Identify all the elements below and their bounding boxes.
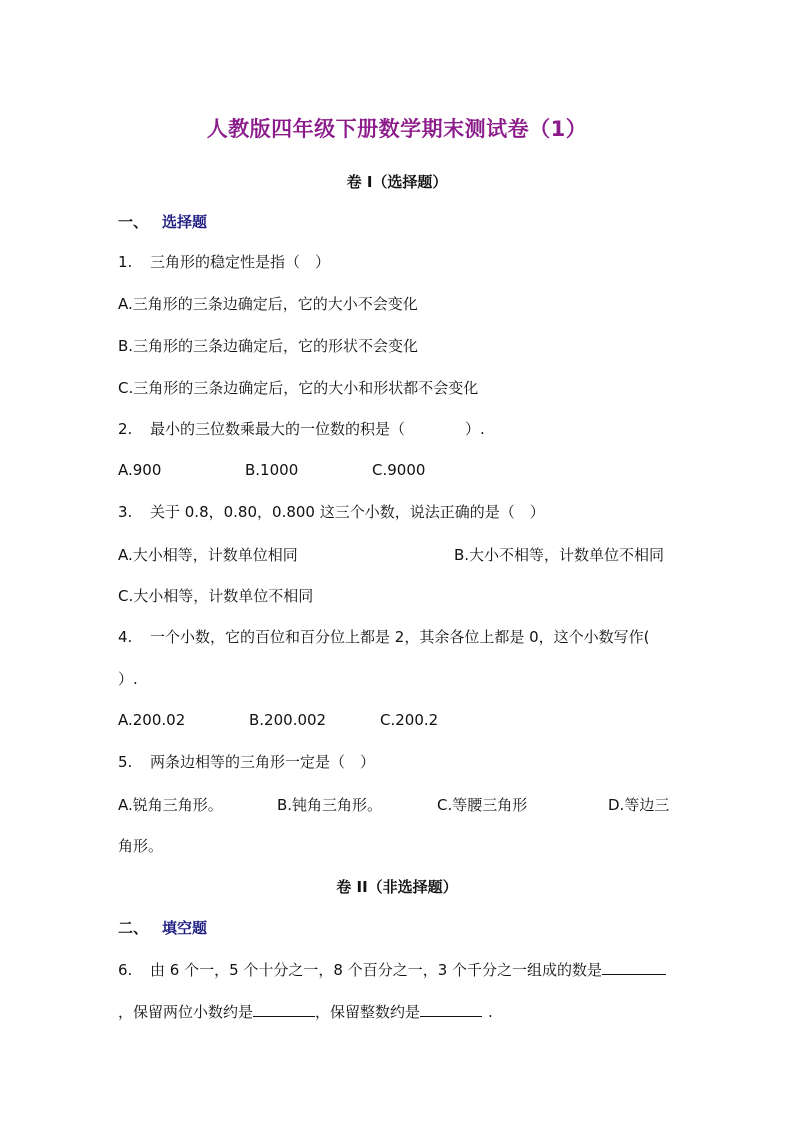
volume-1-heading: 卷 I（选择题） <box>346 173 448 191</box>
section-1-name: 选择题 <box>162 213 208 231</box>
question-4-option-a: A.200.02 <box>118 711 186 729</box>
page-title: 人教版四年级下册数学期末测试卷（1） <box>206 117 588 141</box>
question-6-text-2: ，保留两位小数约是 <box>118 1003 254 1021</box>
question-1-text: 三角形的稳定性是指（ ） <box>150 253 331 271</box>
question-4-stem-continued: ）. <box>118 670 138 688</box>
question-3-number: 3. <box>118 503 133 521</box>
question-4-text: 一个小数，它的百位和百分位上都是 2，其余各位上都是 0，这个小数写作( <box>150 628 650 646</box>
volume-2-heading: 卷 II（非选择题） <box>336 878 458 896</box>
section-1-heading <box>118 211 207 232</box>
question-6-blank-2[interactable] <box>253 1002 315 1017</box>
question-2-stem <box>118 419 485 439</box>
question-4-stem <box>118 627 649 647</box>
question-5-option-d-continued: 角形。 <box>118 837 164 855</box>
question-5-stem <box>118 752 375 772</box>
question-2-text: 最小的三位数乘最大的一位数的积是（ ）. <box>150 420 485 438</box>
question-4-number: 4. <box>118 628 133 646</box>
question-5-text: 两条边相等的三角形一定是（ ） <box>150 753 376 771</box>
question-3-stem <box>118 502 545 522</box>
question-6-line-2 <box>118 1002 493 1022</box>
question-6-number: 6. <box>118 961 133 979</box>
question-5-option-c: C.等腰三角形 <box>437 796 528 814</box>
section-1-number: 一、 <box>118 213 149 231</box>
question-2-option-b: B.1000 <box>245 461 299 479</box>
question-5-option-b: B.钝角三角形。 <box>277 796 383 814</box>
question-2-option-c: C.9000 <box>372 461 426 479</box>
question-6-end-period: . <box>488 1003 493 1021</box>
question-5-option-a: A.锐角三角形。 <box>118 796 223 814</box>
section-2-number: 二、 <box>118 919 149 937</box>
question-2-option-a: A.900 <box>118 461 162 479</box>
question-3-text: 关于 0.8，0.80，0.800 这三个小数，说法正确的是（ ） <box>150 503 545 521</box>
question-1-option-a: A.三角形的三条边确定后，它的大小不会变化 <box>118 295 418 313</box>
question-3-option-a: A.大小相等，计数单位相同 <box>118 546 298 564</box>
question-1-number: 1. <box>118 253 133 271</box>
question-6-text: 由 6 个一，5 个十分之一，8 个百分之一，3 个千分之一组成的数是 <box>150 961 603 979</box>
question-3-option-b: B.大小不相等，计数单位不相同 <box>454 546 665 564</box>
question-5-option-d: D.等边三 <box>608 796 670 814</box>
section-2-name: 填空题 <box>162 919 208 937</box>
question-1-option-b: B.三角形的三条边确定后，它的形状不会变化 <box>118 337 419 355</box>
section-2-heading <box>118 917 207 938</box>
question-6-blank-3[interactable] <box>420 1002 482 1017</box>
question-1-stem <box>118 252 330 272</box>
question-4-option-c: C.200.2 <box>380 711 439 729</box>
question-6-stem <box>118 960 666 980</box>
question-1-option-c: C.三角形的三条边确定后，它的大小和形状都不会变化 <box>118 379 479 397</box>
question-5-number: 5. <box>118 753 133 771</box>
question-4-option-b: B.200.002 <box>249 711 327 729</box>
question-6-text-3: ，保留整数约是 <box>315 1003 421 1021</box>
question-3-option-c: C.大小相等，计数单位不相同 <box>118 587 314 605</box>
question-6-blank-1[interactable] <box>602 960 666 975</box>
question-2-number: 2. <box>118 420 133 438</box>
